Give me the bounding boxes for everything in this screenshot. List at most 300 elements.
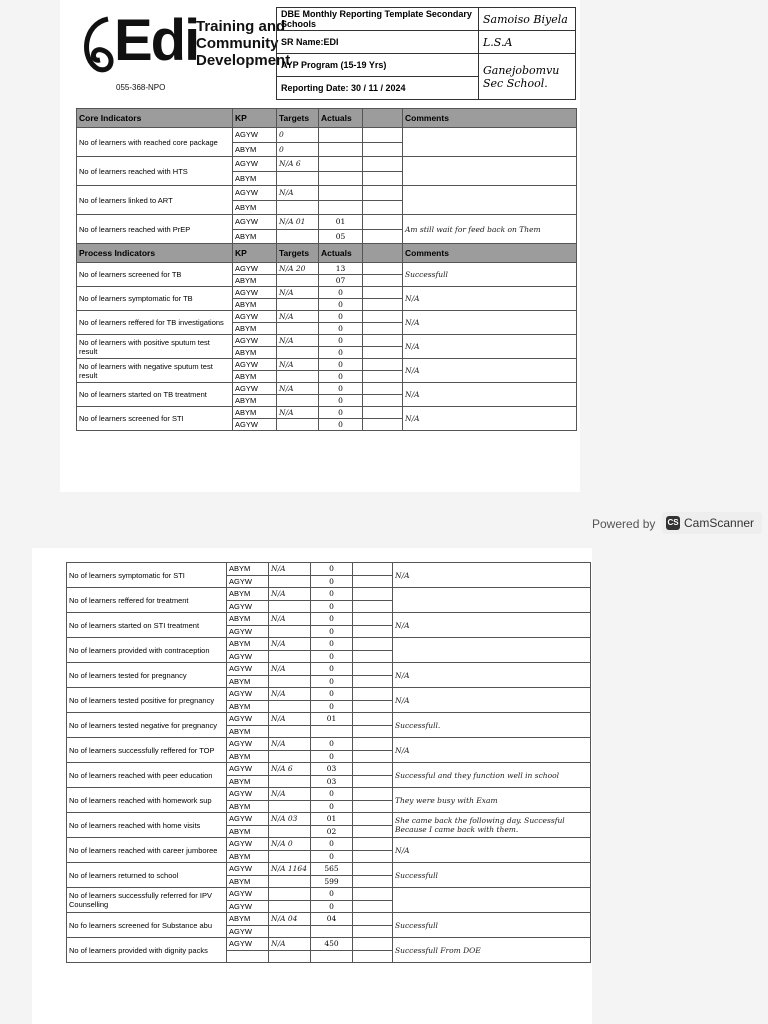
indicator-label: No of learners successfully reffered for TOP: [67, 738, 227, 763]
target-cell: N/A 1164: [269, 863, 311, 876]
logo-tagline: Training and Community Development: [196, 18, 291, 69]
table-row: [77, 335, 577, 347]
blank-cell: [353, 825, 393, 838]
kp-cell: ABYM: [233, 323, 277, 335]
target-cell: [269, 900, 311, 913]
indicator-label: No of learners tested negative for pregnancy: [67, 713, 227, 738]
kp-cell: AGYW: [233, 128, 277, 143]
actual-cell: 0: [311, 850, 353, 863]
blank-cell: [353, 588, 393, 601]
kp-cell: ABYM: [227, 800, 269, 813]
school-name: Ganejobomvu Sec School.: [479, 54, 576, 100]
comment-cell: N/A: [393, 613, 591, 638]
target-cell: N/A: [269, 563, 311, 576]
blank-cell: [353, 800, 393, 813]
target-cell: [269, 700, 311, 713]
header-blank-cell: [363, 109, 403, 128]
kp-cell: AGYW: [227, 650, 269, 663]
table-row: [77, 186, 577, 201]
target-cell: [269, 875, 311, 888]
table-row: [77, 287, 577, 299]
blank-cell: [353, 875, 393, 888]
indicator-label: No of learners with positive sputum test result: [77, 335, 233, 359]
indicator-label: No fo learners screened for Substance abu: [67, 913, 227, 938]
actual-cell: 0: [311, 663, 353, 676]
blank-cell: [353, 950, 393, 963]
target-cell: N/A: [269, 713, 311, 726]
comment-cell: N/A: [403, 335, 577, 359]
edi-logo: [78, 8, 291, 92]
logo-swirl-icon: [78, 14, 118, 74]
indicator-label: No of learners screened for TB: [77, 263, 233, 287]
target-cell: [269, 600, 311, 613]
blank-cell: [353, 938, 393, 951]
table-row: [67, 838, 591, 851]
indicator-label: No of learners started on STI treatment: [67, 613, 227, 638]
kp-cell: AGYW: [227, 600, 269, 613]
blank-cell: [353, 725, 393, 738]
kp-cell: AGYW: [227, 788, 269, 801]
kp-cell: AGYW: [233, 186, 277, 201]
indicator-label: No of learners reached with career jumboree: [67, 838, 227, 863]
indicator-label: No of learners reached with home visits: [67, 813, 227, 838]
comment-cell: N/A: [403, 383, 577, 407]
actual-cell: 599: [311, 875, 353, 888]
kp-cell: ABYM: [233, 407, 277, 419]
kp-cell: AGYW: [227, 813, 269, 826]
target-cell: [269, 650, 311, 663]
comment-cell: [393, 888, 591, 913]
blank-cell: [353, 663, 393, 676]
kp-cell: ABYM: [233, 142, 277, 157]
actual-cell: 0: [311, 888, 353, 901]
kp-cell: ABYM: [233, 229, 277, 244]
blank-cell: [353, 700, 393, 713]
target-cell: N/A 6: [269, 763, 311, 776]
indicator-label: No of learners with reached core package: [77, 128, 233, 157]
table-row: [67, 713, 591, 726]
blank-cell: [353, 863, 393, 876]
indicator-label: No of learners linked to ART: [77, 186, 233, 215]
header-targets: Targets: [277, 244, 319, 263]
actual-cell: 0: [311, 688, 353, 701]
target-cell: 0: [277, 142, 319, 157]
kp-cell: AGYW: [227, 713, 269, 726]
actual-cell: 0: [319, 299, 363, 311]
comment-cell: Successfull: [403, 263, 577, 287]
actual-cell: 0: [319, 419, 363, 431]
kp-cell: ABYM: [227, 700, 269, 713]
blank-cell: [353, 713, 393, 726]
actual-cell: 0: [319, 407, 363, 419]
blank-cell: [363, 128, 403, 143]
target-cell: N/A: [269, 613, 311, 626]
indicator-label: No of learners provided with dignity packs: [67, 938, 227, 963]
kp-cell: ABYM: [227, 613, 269, 626]
blank-cell: [363, 347, 403, 359]
target-cell: N/A: [269, 738, 311, 751]
target-cell: [269, 850, 311, 863]
comment-cell: Successful and they function well in school: [393, 763, 591, 788]
comment-cell: She came back the following day. Successful Because I came back with them.: [393, 813, 591, 838]
table-row: [77, 263, 577, 275]
kp-cell: ABYM: [227, 775, 269, 788]
table-row: [67, 563, 591, 576]
actual-cell: 0: [311, 800, 353, 813]
actual-cell: 0: [319, 395, 363, 407]
target-cell: N/A 6: [277, 157, 319, 172]
actual-cell: [319, 157, 363, 172]
kp-cell: AGYW: [227, 838, 269, 851]
target-cell: [269, 825, 311, 838]
kp-cell: AGYW: [233, 215, 277, 230]
blank-cell: [363, 263, 403, 275]
kp-cell: AGYW: [233, 157, 277, 172]
indicator-label: No of learners reached with peer education: [67, 763, 227, 788]
target-cell: [277, 275, 319, 287]
actual-cell: 0: [311, 588, 353, 601]
target-cell: N/A 20: [277, 263, 319, 275]
actual-cell: [311, 925, 353, 938]
kp-cell: AGYW: [233, 383, 277, 395]
blank-cell: [353, 763, 393, 776]
header-actuals: Actuals: [319, 109, 363, 128]
actual-cell: [319, 186, 363, 201]
blank-cell: [353, 913, 393, 926]
table-row: [67, 913, 591, 926]
kp-cell: ABYM: [233, 275, 277, 287]
blank-cell: [353, 750, 393, 763]
actual-cell: 04: [311, 913, 353, 926]
target-cell: [269, 750, 311, 763]
kp-cell: AGYW: [227, 738, 269, 751]
comment-cell: N/A: [403, 407, 577, 431]
blank-cell: [353, 888, 393, 901]
table-row: [77, 359, 577, 371]
blank-cell: [363, 186, 403, 201]
actual-cell: 0: [319, 347, 363, 359]
target-cell: [277, 371, 319, 383]
header-indicator: Process Indicators: [77, 244, 233, 263]
target-cell: N/A: [277, 287, 319, 299]
header-targets: Targets: [277, 109, 319, 128]
target-cell: N/A: [269, 938, 311, 951]
camscanner-name: CamScanner: [684, 516, 755, 530]
comment-cell: They were busy with Exam: [393, 788, 591, 813]
table-row: [67, 588, 591, 601]
comment-cell: N/A: [393, 688, 591, 713]
target-cell: N/A: [277, 407, 319, 419]
blank-cell: [353, 638, 393, 651]
actual-cell: 0: [319, 383, 363, 395]
table-row: [77, 407, 577, 419]
continued-indicators-table: [66, 562, 591, 963]
blank-cell: [363, 407, 403, 419]
sr-name: SR Name:EDI: [277, 31, 479, 54]
blank-cell: [353, 600, 393, 613]
core-process-table: [76, 108, 577, 431]
kp-cell: AGYW: [227, 763, 269, 776]
comment-cell: N/A: [403, 359, 577, 383]
target-cell: N/A: [277, 359, 319, 371]
target-cell: [269, 575, 311, 588]
comment-cell: [393, 638, 591, 663]
blank-cell: [353, 650, 393, 663]
report-title: DBE Monthly Reporting Template Secondary Schools: [277, 8, 479, 31]
comment-cell: [403, 157, 577, 186]
actual-cell: 0: [319, 371, 363, 383]
signature-name: Samoiso Biyela: [479, 8, 576, 31]
blank-cell: [363, 371, 403, 383]
actual-cell: 0: [311, 638, 353, 651]
table-row: [67, 638, 591, 651]
blank-cell: [353, 738, 393, 751]
comment-cell: N/A: [393, 563, 591, 588]
blank-cell: [353, 688, 393, 701]
kp-cell: ABYM: [227, 725, 269, 738]
kp-cell: ABYM: [227, 563, 269, 576]
blank-cell: [353, 563, 393, 576]
camscanner-badge: [590, 512, 766, 536]
indicator-label: No of learners tested positive for pregnancy: [67, 688, 227, 713]
table-row: [67, 763, 591, 776]
header-info-table: [276, 7, 576, 100]
comment-cell: [403, 128, 577, 157]
logo-phone: 055-368-NPO: [116, 83, 166, 92]
target-cell: N/A: [277, 186, 319, 201]
blank-cell: [353, 838, 393, 851]
actual-cell: 0: [319, 323, 363, 335]
powered-by-text: Powered by: [592, 517, 656, 531]
comment-cell: N/A: [393, 738, 591, 763]
blank-cell: [363, 157, 403, 172]
comment-cell: [393, 588, 591, 613]
kp-cell: ABYM: [227, 675, 269, 688]
kp-cell: AGYW: [227, 888, 269, 901]
target-cell: [277, 171, 319, 186]
actual-cell: 0: [319, 359, 363, 371]
logo-text: Edi: [114, 8, 199, 73]
actual-cell: 0: [311, 788, 353, 801]
kp-cell: ABYM: [233, 371, 277, 383]
blank-cell: [353, 775, 393, 788]
actual-cell: 01: [311, 713, 353, 726]
actual-cell: 0: [311, 563, 353, 576]
kp-cell: ABYM: [233, 395, 277, 407]
blank-cell: [363, 323, 403, 335]
target-cell: N/A: [269, 588, 311, 601]
target-cell: N/A: [277, 335, 319, 347]
indicator-label: No of learners tested for pregnancy: [67, 663, 227, 688]
kp-cell: AGYW: [227, 625, 269, 638]
kp-cell: ABYM: [233, 171, 277, 186]
table-row: [77, 128, 577, 143]
actual-cell: 01: [311, 813, 353, 826]
kp-cell: AGYW: [227, 925, 269, 938]
kp-cell: ABYM: [233, 299, 277, 311]
table-row: [77, 157, 577, 172]
target-cell: 0: [277, 128, 319, 143]
target-cell: [269, 888, 311, 901]
kp-cell: AGYW: [227, 900, 269, 913]
kp-cell: ABYM: [227, 750, 269, 763]
actual-cell: 0: [311, 838, 353, 851]
kp-cell: AGYW: [233, 335, 277, 347]
blank-cell: [353, 925, 393, 938]
actual-cell: 13: [319, 263, 363, 275]
target-cell: [269, 725, 311, 738]
comment-cell: Successfull.: [393, 713, 591, 738]
kp-cell: [227, 950, 269, 963]
comment-cell: N/A: [403, 311, 577, 335]
scanned-page-2: [32, 548, 592, 1024]
actual-cell: 450: [311, 938, 353, 951]
header-actuals: Actuals: [319, 244, 363, 263]
target-cell: N/A: [277, 383, 319, 395]
kp-cell: AGYW: [227, 938, 269, 951]
actual-cell: 0: [319, 311, 363, 323]
blank-cell: [363, 229, 403, 244]
table-row: [67, 813, 591, 826]
camscanner-logo: [662, 512, 762, 534]
actual-cell: 05: [319, 229, 363, 244]
actual-cell: 03: [311, 763, 353, 776]
indicator-label: No of learners reached with homework sup: [67, 788, 227, 813]
comment-cell: [403, 186, 577, 215]
program-name: AYP Program (15-19 Yrs): [277, 54, 479, 77]
table-row: [67, 688, 591, 701]
actual-cell: [311, 950, 353, 963]
actual-cell: 0: [311, 738, 353, 751]
target-cell: [277, 229, 319, 244]
actual-cell: 01: [319, 215, 363, 230]
actual-cell: 0: [311, 625, 353, 638]
blank-cell: [363, 395, 403, 407]
table-row: [67, 888, 591, 901]
actual-cell: 0: [311, 700, 353, 713]
blank-cell: [363, 142, 403, 157]
indicator-label: No of learners returned to school: [67, 863, 227, 888]
comment-cell: Am still wait for feed back on Them: [403, 215, 577, 244]
indicator-label: No of learners symptomatic for TB: [77, 287, 233, 311]
blank-cell: [353, 575, 393, 588]
blank-cell: [363, 287, 403, 299]
table-row: [77, 383, 577, 395]
indicator-label: No of learners reffered for treatment: [67, 588, 227, 613]
blank-cell: [353, 675, 393, 688]
comment-cell: Successfull: [393, 913, 591, 938]
kp-cell: AGYW: [233, 263, 277, 275]
target-cell: [277, 419, 319, 431]
actual-cell: 07: [319, 275, 363, 287]
blank-cell: [353, 900, 393, 913]
actual-cell: 0: [311, 613, 353, 626]
target-cell: [277, 299, 319, 311]
target-cell: [269, 675, 311, 688]
actual-cell: [319, 142, 363, 157]
actual-cell: 0: [311, 600, 353, 613]
header-kp: KP: [233, 244, 277, 263]
table-header-row: [77, 109, 577, 128]
comment-cell: N/A: [393, 838, 591, 863]
indicator-label: No of learners symptomatic for STI: [67, 563, 227, 588]
comment-cell: N/A: [393, 663, 591, 688]
blank-cell: [363, 335, 403, 347]
table-row: [77, 311, 577, 323]
actual-cell: 0: [311, 575, 353, 588]
blank-cell: [353, 613, 393, 626]
blank-cell: [363, 215, 403, 230]
blank-cell: [363, 383, 403, 395]
table-row: [67, 663, 591, 676]
header-comments: Comments: [403, 244, 577, 263]
blank-cell: [363, 419, 403, 431]
target-cell: N/A: [269, 788, 311, 801]
kp-cell: AGYW: [233, 419, 277, 431]
actual-cell: 0: [319, 287, 363, 299]
comment-cell: Successfull: [393, 863, 591, 888]
target-cell: N/A: [277, 311, 319, 323]
kp-cell: ABYM: [227, 850, 269, 863]
table-row: [67, 738, 591, 751]
header-comments: Comments: [403, 109, 577, 128]
indicator-label: No of learners reached with HTS: [77, 157, 233, 186]
target-cell: [277, 347, 319, 359]
table-row: [67, 938, 591, 951]
table-header-row: [77, 244, 577, 263]
target-cell: N/A 03: [269, 813, 311, 826]
target-cell: N/A 01: [277, 215, 319, 230]
actual-cell: 0: [311, 650, 353, 663]
blank-cell: [363, 171, 403, 186]
target-cell: [269, 800, 311, 813]
actual-cell: 0: [311, 900, 353, 913]
kp-cell: AGYW: [227, 575, 269, 588]
indicator-label: No of learners with negative sputum test result: [77, 359, 233, 383]
actual-cell: [319, 200, 363, 215]
actual-cell: 03: [311, 775, 353, 788]
kp-cell: AGYW: [233, 359, 277, 371]
indicator-label: No of learners started on TB treatment: [77, 383, 233, 407]
target-cell: N/A 0: [269, 838, 311, 851]
table-row: [67, 863, 591, 876]
kp-cell: ABYM: [227, 875, 269, 888]
target-cell: [277, 200, 319, 215]
kp-cell: AGYW: [227, 663, 269, 676]
blank-cell: [363, 359, 403, 371]
indicator-label: No of learners reffered for TB investigations: [77, 311, 233, 335]
comment-cell: N/A: [403, 287, 577, 311]
kp-cell: ABYM: [233, 347, 277, 359]
kp-cell: AGYW: [227, 688, 269, 701]
actual-cell: 0: [311, 750, 353, 763]
reporting-date: Reporting Date: 30 / 11 / 2024: [277, 77, 479, 100]
target-cell: N/A: [269, 638, 311, 651]
header-indicator: Core Indicators: [77, 109, 233, 128]
actual-cell: [311, 725, 353, 738]
actual-cell: 565: [311, 863, 353, 876]
target-cell: [269, 950, 311, 963]
target-cell: [269, 925, 311, 938]
blank-cell: [363, 311, 403, 323]
camscanner-icon: CS: [666, 516, 680, 530]
kp-cell: AGYW: [227, 863, 269, 876]
blank-cell: [363, 200, 403, 215]
indicator-label: No of learners successfully referred for IPV Counselling: [67, 888, 227, 913]
target-cell: [269, 775, 311, 788]
table-row: [67, 788, 591, 801]
kp-cell: ABYM: [227, 825, 269, 838]
